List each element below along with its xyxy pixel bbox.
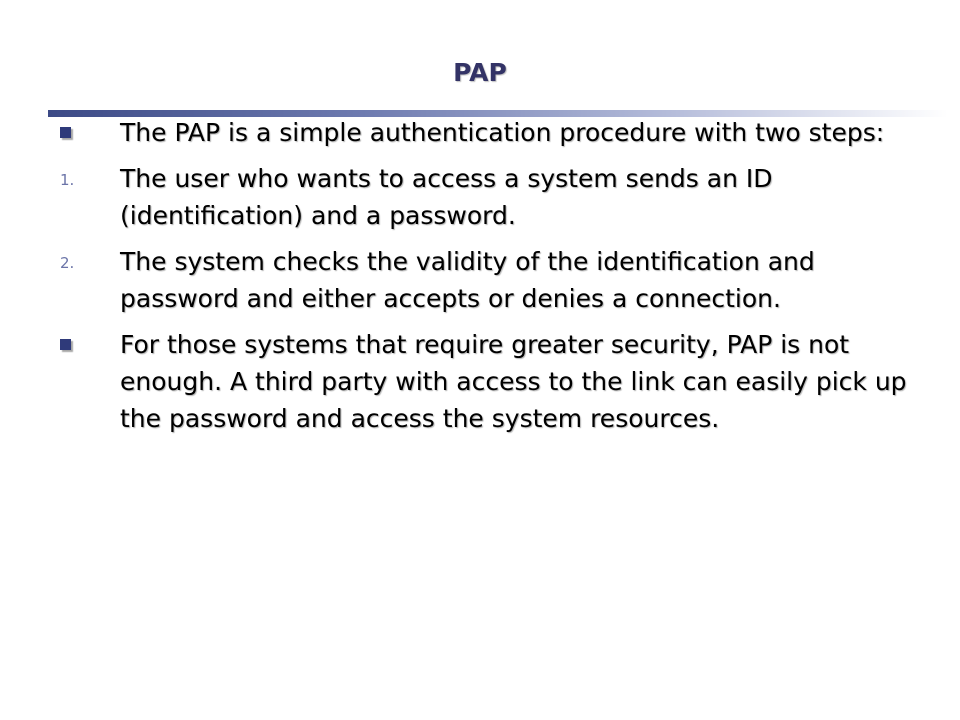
bullet-item bbox=[60, 326, 910, 437]
bullet-text: For those systems that require greater security, PAP is not enough. A third party with access to the link can easily pick up the password and access the system resources. bbox=[120, 330, 907, 433]
bullet-item bbox=[60, 114, 910, 151]
numbered-item bbox=[60, 160, 910, 234]
square-bullet-icon bbox=[60, 339, 71, 350]
numbered-text: The user who wants to access a system sends an ID (identification) and a password. bbox=[120, 164, 773, 230]
square-bullet-icon bbox=[60, 127, 71, 138]
numbered-text: The system checks the validity of the identification and password and either accepts or denies a connection. bbox=[120, 247, 815, 313]
slide-title: PAP bbox=[453, 58, 507, 87]
numbered-item bbox=[60, 243, 910, 317]
number-marker: 1. bbox=[60, 171, 75, 189]
slide-body bbox=[60, 114, 910, 446]
bullet-text: The PAP is a simple authentication procedure with two steps: bbox=[120, 118, 885, 147]
number-marker: 2. bbox=[60, 254, 75, 272]
